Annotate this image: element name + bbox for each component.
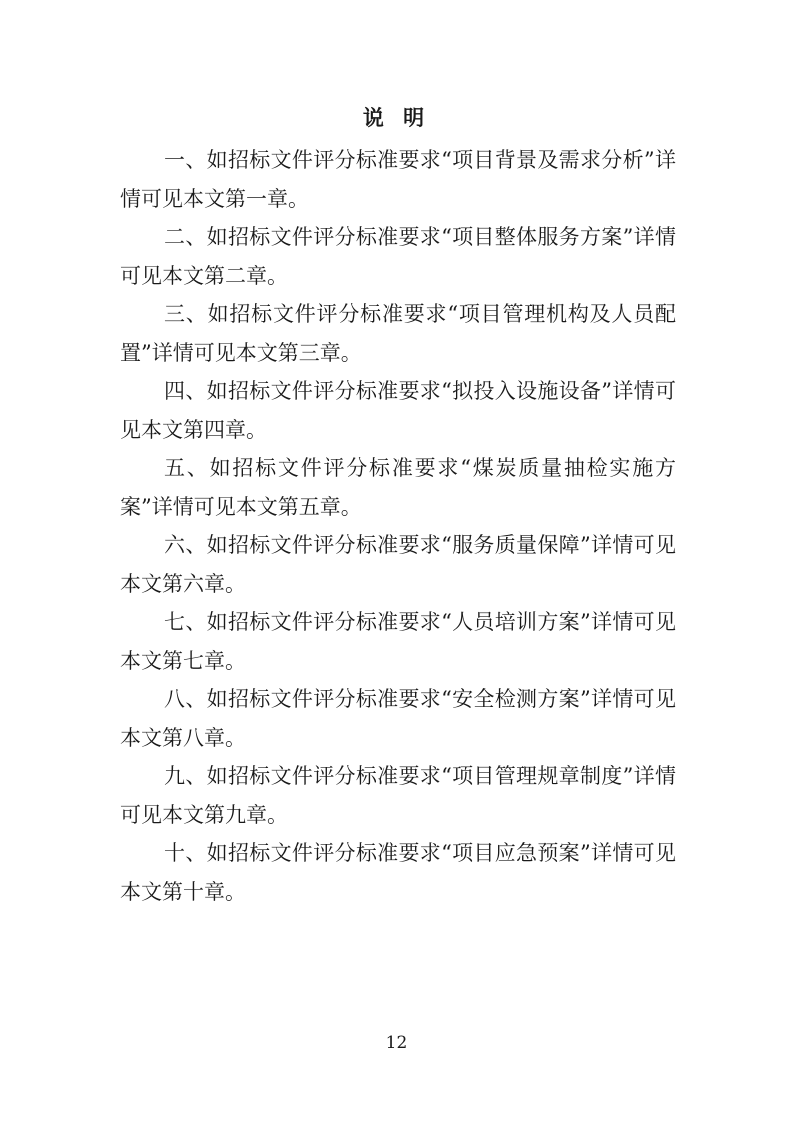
paragraph-4: 四、如招标文件评分标准要求“拟投入设施设备”详情可见本文第四章。 bbox=[120, 379, 676, 442]
paragraph-2: 二、如招标文件评分标准要求“项目整体服务方案”详情可见本文第二章。 bbox=[120, 225, 676, 288]
paragraph-6: 六、如招标文件评分标准要求“服务质量保障”详情可见本文第六章。 bbox=[120, 533, 676, 596]
paragraph-5: 五、如招标文件评分标准要求“煤炭质量抽检实施方案”详情可见本文第五章。 bbox=[120, 456, 676, 519]
paragraph-3: 三、如招标文件评分标准要求“项目管理机构及人员配置”详情可见本文第三章。 bbox=[120, 302, 676, 365]
paragraph-8: 八、如招标文件评分标准要求“安全检测方案”详情可见本文第八章。 bbox=[120, 687, 676, 750]
page-number: 12 bbox=[385, 1033, 408, 1053]
paragraph-7: 七、如招标文件评分标准要求“人员培训方案”详情可见本文第七章。 bbox=[120, 610, 676, 673]
paragraph-10: 十、如招标文件评分标准要求“项目应急预案”详情可见本文第十章。 bbox=[120, 841, 676, 904]
paragraph-9: 九、如招标文件评分标准要求“项目管理规章制度”详情可见本文第九章。 bbox=[120, 764, 676, 827]
body-text bbox=[120, 141, 676, 911]
page-title: 说 明 bbox=[362, 105, 431, 130]
paragraph-1: 一、如招标文件评分标准要求“项目背景及需求分析”详情可见本文第一章。 bbox=[120, 148, 676, 211]
